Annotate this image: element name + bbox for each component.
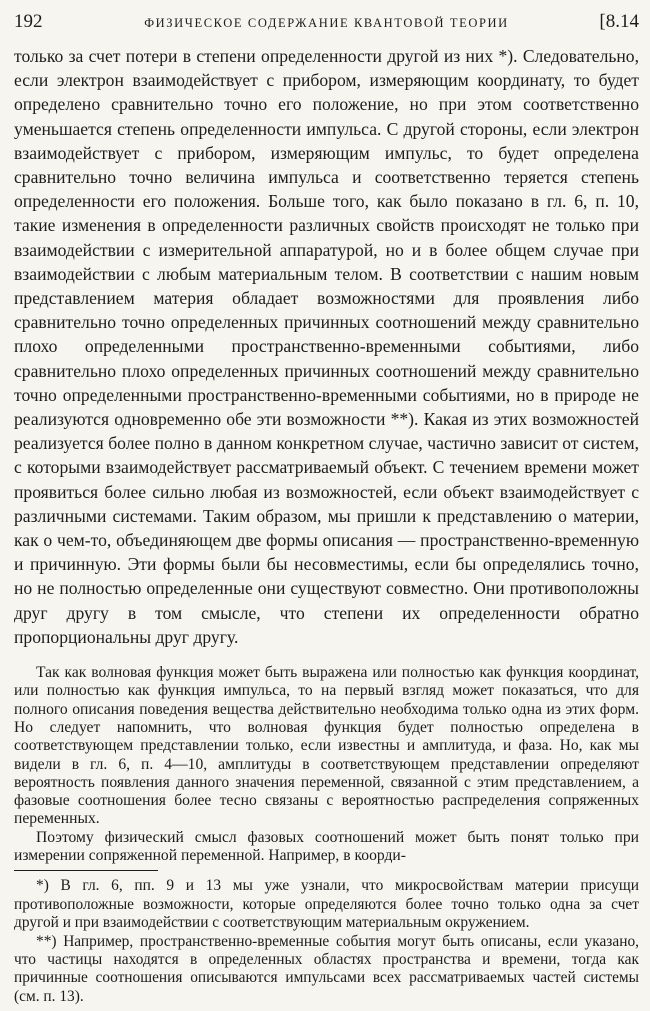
section-number: [8.14 xyxy=(599,11,639,32)
main-paragraph: только за счет потери в степени определенности другой из них *). Следовательно, если электрон взаимодействует с прибором, измеряющим координату, то будет определено сравнительно точно его положение, но при этом соответственно уменьшается степень определенности импульса. С другой стороны, если электрон взаимодействует с прибором, измеряющим импульс, то будет определена сравнительно точно величина импульса и соответственно теряется степень определенности его положения. Больше того, как было показано в гл. 6, п. 10, такие изменения в определенности различных свойств происходят не только при взаимодействии с измерительной аппаратурой, но и в более общем случае при взаимодействии с любым материальным телом. В соответствии с нашим новым представлением материя обладает возможностями для проявления либо сравнительно точно определенных причинных соотношений между сравнительно плохо определенными пространственно-временными событиями, либо сравнительно плохо определенных причинных соотношений между сравнительно точно определенными пространственно-временными событиями, но в природе не реализуются одновременно обе эти возможности **). Какая из этих возможностей реализуется более полно в данном конкретном случае, частично зависит от систем, с которыми взаимодействует рассматриваемый объект. С течением времени может проявиться более сильно любая из возможностей, если объект взаимодействует с различными системами. Таким образом, мы пришли к представлению о материи, как о чем-то, объединяющем две формы описания — пространственно-временную и причинную. Эти формы были бы несовместимы, если бы определялись точно, но не полностью определенные они существуют совместно. Они противоположны друг другу в том смысле, что степени их определенности обратно пропорциональны друг другу. xyxy=(14,46,639,647)
small-paragraph-2: Поэтому физический смысл фазовых соотношений может быть понят только при измерении сопряженной переменной. Например, в коорди- xyxy=(14,828,639,865)
footnote-1: *) В гл. 6, пп. 9 и 13 мы уже узнали, что микросвойствам материи присущи противоположные возможности, которые определяются более точно только одна за счет другой и при взаимодействии с соответствующим материальным окружением. xyxy=(14,877,639,932)
running-title: ФИЗИЧЕСКОЕ СОДЕРЖАНИЕ КВАНТОВОЙ ТЕОРИИ xyxy=(144,16,509,30)
footnote-separator xyxy=(14,870,158,871)
small-print-block xyxy=(14,664,639,865)
page-number: 192 xyxy=(14,11,43,32)
small-paragraph-1: Так как волновая функция может быть выражена или полностью как функция координат, или полностью как функция импульса, то на первый взгляд может показаться, что для полного описания поведения вещества действительно необходима только одна из этих форм. Но следует напомнить, что волновая функция будет полностью определена в соответствующем представлении только, если известны и амплитуда, и фаза. Но, как мы видели в гл. 6, п. 4—10, амплитуды в соответствующем представлении определяют вероятность появления данного значения переменной, связанной с этим представлением, а фазовые соотношения более тесно связаны с вероятностью распределения сопряженных переменных. xyxy=(14,664,639,828)
footnote-2: **) Например, пространственно-временные события могут быть описаны, если указано, что частицы находятся в определенных областях пространства и времени, тогда как причинные соотношения описываются импульсами всех рассматриваемых частей системы (см. п. 13). xyxy=(14,932,639,1005)
footnotes xyxy=(14,877,639,1006)
running-header xyxy=(14,8,639,38)
book-page xyxy=(14,8,639,1006)
main-text xyxy=(14,44,639,649)
